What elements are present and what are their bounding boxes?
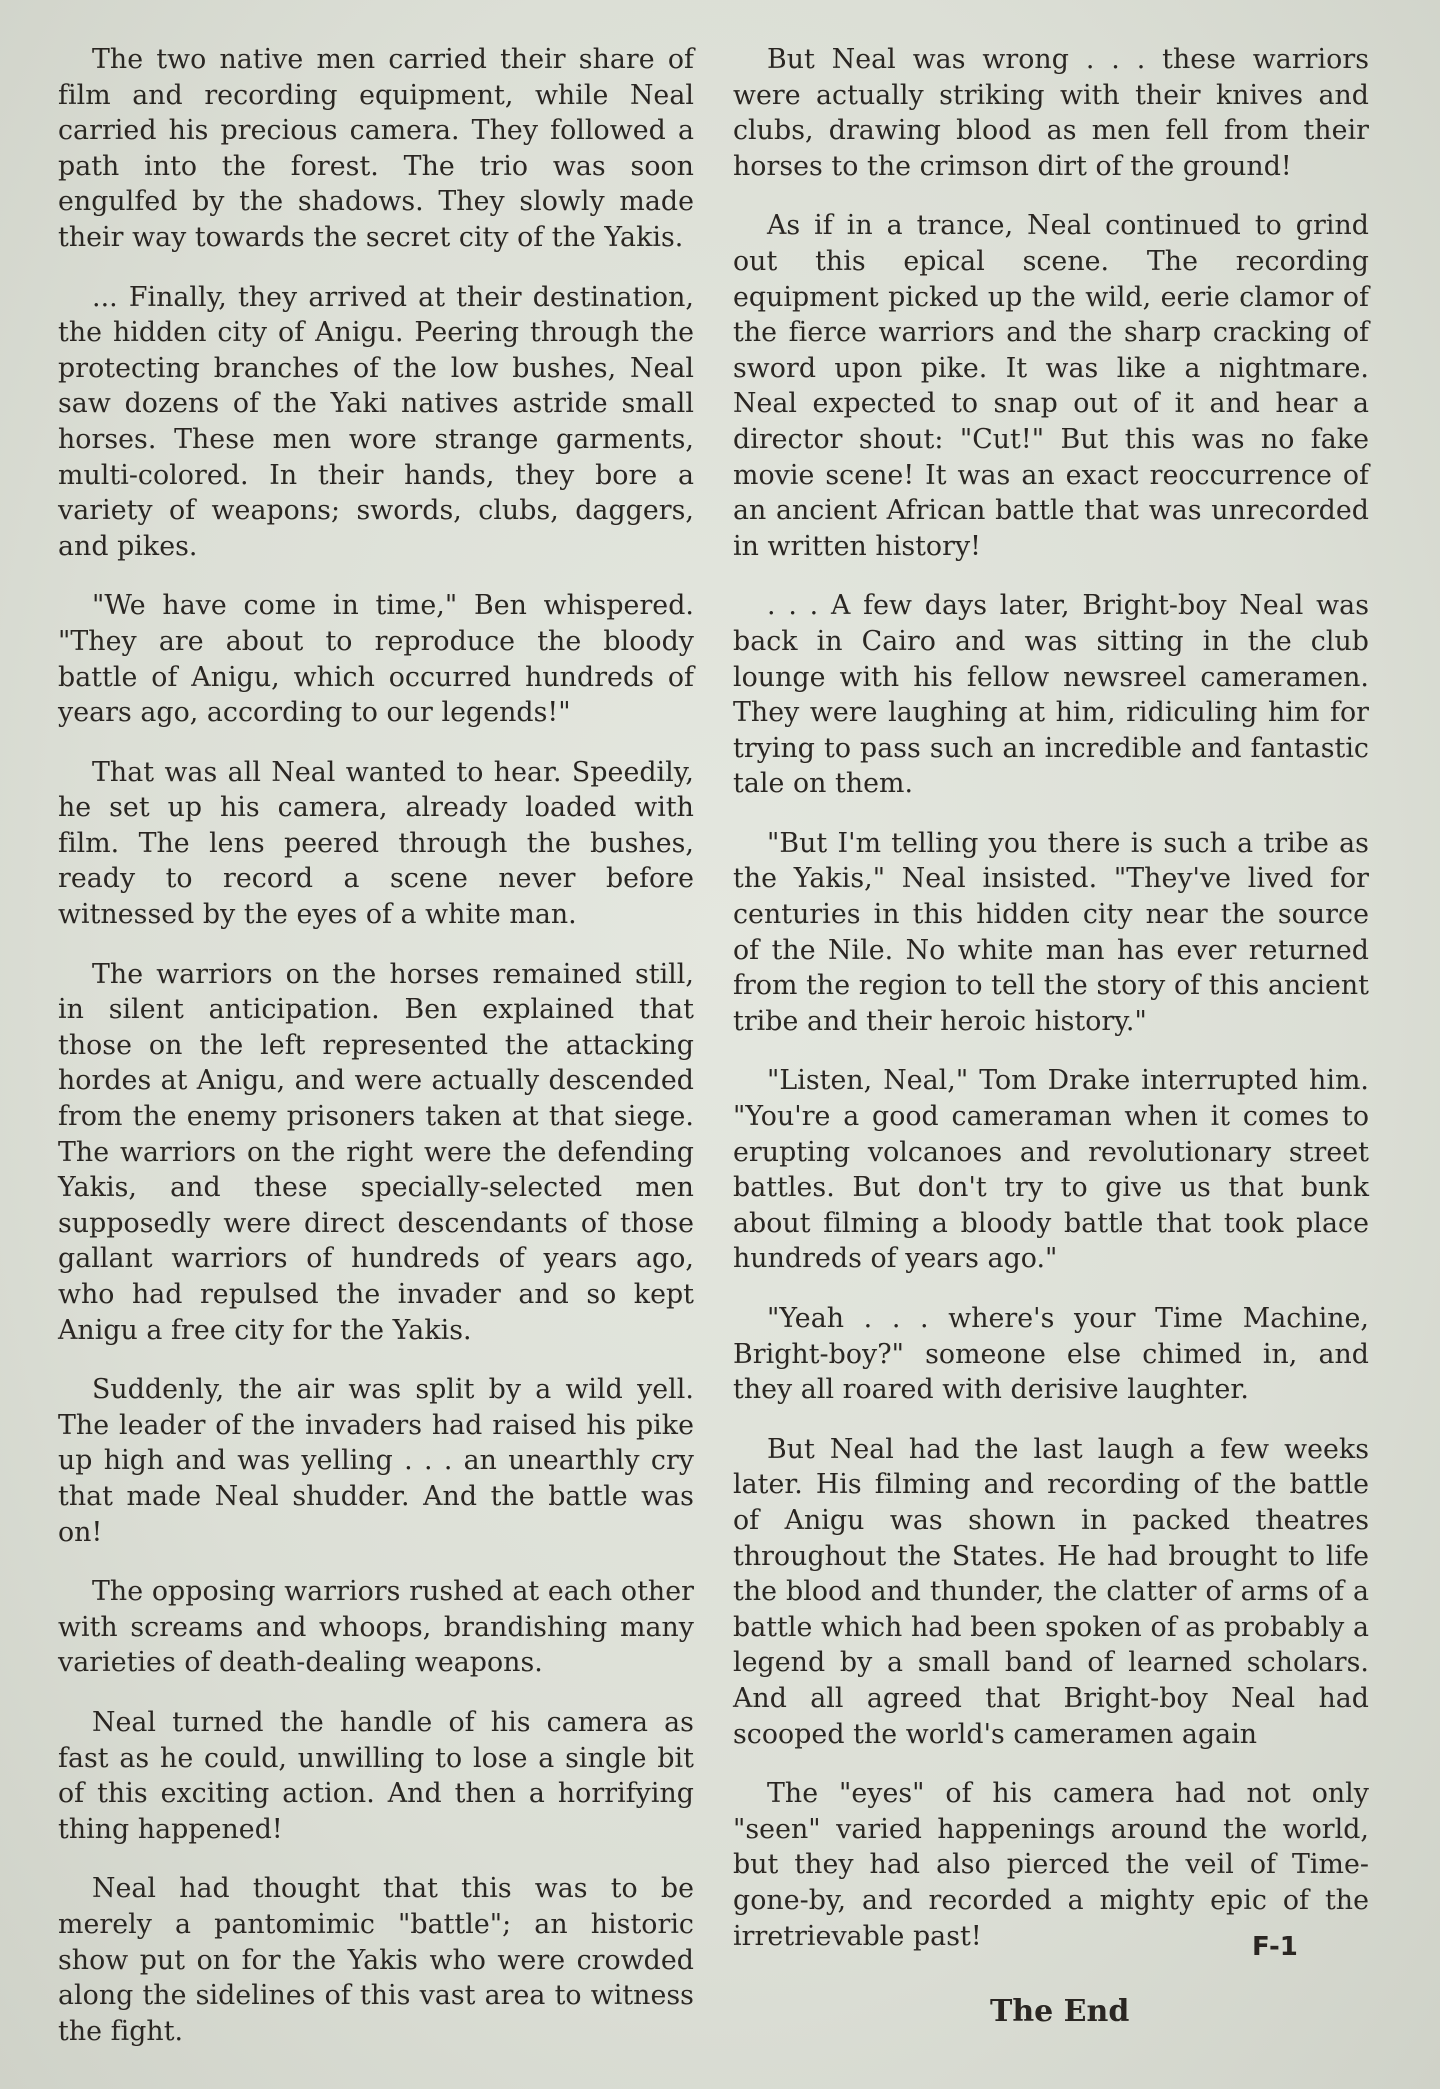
story-paragraph: But Neal was wrong . . . these warriors were actually striking with their knives and clubs, drawing blood as men fell from their horses to the crimson dirt of the ground!	[733, 44, 1369, 182]
story-paragraph: Neal turned the handle of his camera as fast as he could, unwilling to lose a single bit of this exciting action. And then a horrifying thing happened!	[58, 1706, 694, 1845]
story-paragraph: "We have come in time," Ben whispered. "They are about to reproduce the bloody battle of Anigu, which occurred hundreds of years ago, according to our legends!"	[58, 590, 694, 729]
story-paragraph: "Listen, Neal," Tom Drake interrupted him. "You're a good cameraman when it comes to erupting volcanoes and revolutionary street battles. But don't try to give us that bunk about filming a bloody battle that took place hundreds of years ago."	[733, 1065, 1369, 1275]
story-paragraph: . . . A few days later, Bright-boy Neal was back in Cairo and was sitting in the club lounge with his fellow newsreel cameramen. They were laughing at him, ridiculing him for trying to pass such an incredible and fantastic tale on them.	[733, 590, 1369, 800]
story-paragraph: Suddenly, the air was split by a wild yell. The leader of the invaders had raised his pike up high and was yelling . . . an unearthly cry that made Neal shudder. And the battle was on!	[58, 1374, 694, 1548]
story-paragraph: "But I'm telling you there is such a tribe as the Yakis," Neal insisted. "They've lived for centuries in this hidden city near the source of the Nile. No white man has ever returned from the region to tell the story of this ancient tribe and their heroic history."	[733, 827, 1369, 1037]
story-paragraph: As if in a trance, Neal continued to grind out this epical scene. The recording equipment picked up the wild, eerie clamor of the fierce warriors and the sharp cracking of sword upon pike. It was like a nightmare. Neal expected to snap out of it and hear a director shout: "Cut!" But this was no fake movie scene! It was an exact reoccurrence of an ancient African battle that was unrecorded in written history!	[733, 210, 1369, 562]
story-paragraph: The two native men carried their share of film and recording equipment, while Neal carried his precious camera. They followed a path into the forest. The trio was soon engulfed by the shadows. They slowly made their way towards the secret city of the Yakis.	[58, 44, 694, 253]
the-end-label: The End	[990, 1994, 1130, 2029]
story-paragraph: The opposing warriors rushed at each other with screams and whoops, brandishing many varieties of death-dealing weapons.	[58, 1576, 694, 1679]
story-paragraph: ... Finally, they arrived at their destination, the hidden city of Anigu. Peering through the protecting branches of the low bushes, Neal saw dozens of the Yaki natives astride small horses. These men wore strange garments, multi-colored. In their hands, they bore a variety of weapons; swords, clubs, daggers, and pikes.	[58, 281, 694, 562]
story-paragraph: The warriors on the horses remained still, in silent anticipation. Ben explained that those on the left represented the attacking hordes at Anigu, and were actually descended from the enemy prisoners taken at that siege. The warriors on the right were the defending Yakis, and these specially-selected men supposedly were direct descendants of those gallant warriors of hundreds of years ago, who had repulsed the invader and so kept Anigu a free city for the Yakis.	[58, 958, 694, 1346]
story-paragraph: But Neal had the last laugh a few weeks later. His filming and recording of the battle of Anigu was shown in packed theatres throughout the States. He had brought to life the blood and thunder, the clatter of arms of a battle which had been spoken of as probably a legend by a small band of learned scholars. And all agreed that Bright-boy Neal had scooped the world's cameramen again	[733, 1433, 1369, 1750]
story-paragraph: That was all Neal wanted to hear. Speedily, he set up his camera, already loaded with film. The lens peered through the bushes, ready to record a scene never before witnessed by the eyes of a white man.	[58, 756, 694, 931]
right-text-column	[733, 42, 1369, 1978]
page-code: F-1	[1252, 1932, 1298, 1962]
story-paragraph: Neal had thought that this was to be merely a pantomimic "battle"; an historic show put on for the Yakis who were crowded along the sidelines of this vast area to witness the fight.	[58, 1873, 694, 2047]
story-paragraph: The "eyes" of his camera had not only "seen" varied happenings around the world, but they had also pierced the veil of Time-gone-by, and recorded a mighty epic of the irretrievable past!	[733, 1778, 1369, 1952]
left-text-column	[58, 42, 694, 2073]
story-paragraph: "Yeah . . . where's your Time Machine, Bright-boy?" someone else chimed in, and they all roared with derisive laughter.	[733, 1303, 1369, 1406]
